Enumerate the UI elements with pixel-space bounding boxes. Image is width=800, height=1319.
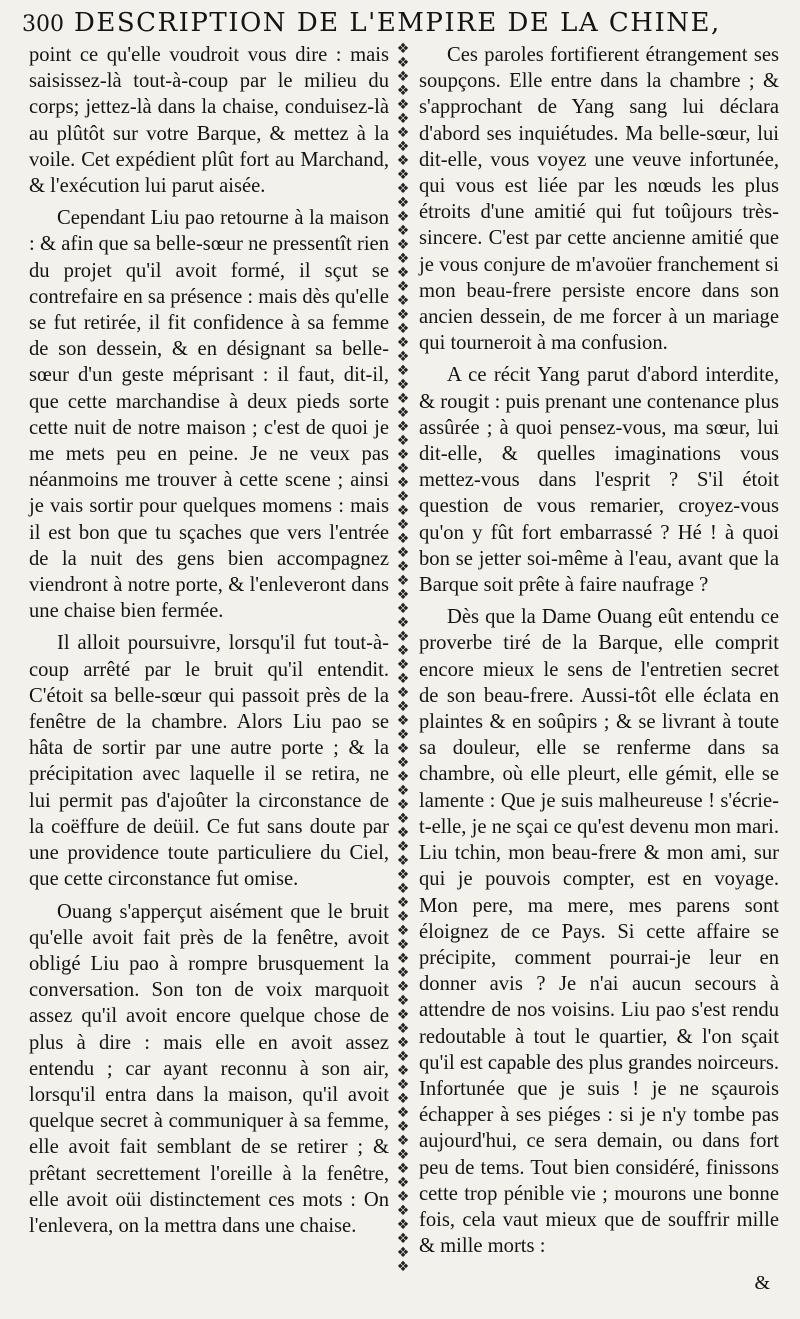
paragraph: A ce récit Yang parut d'abord interdite, & rougit : puis prenant une contenance plus assûrée ; à quoi pensez-vous, ma sœur, lui dit-elle, & quelles imaginations vous mettez-vous dans l'esprit ? S'il étoit question de vous remarier, croyez-vous qu'on y fût fort embarrassé ? Hé ! à quoi bon se jetter soi-même à l'eau, avant que la Barque soit prête à faire naufrage ? — [419, 364, 779, 597]
divider-ornament-icon: ❖ — [396, 237, 410, 253]
divider-ornament-icon: ❖ — [396, 181, 410, 197]
ornamental-column-divider — [396, 42, 410, 1282]
divider-ornament-icon: ❖ — [396, 503, 410, 519]
paragraph: Ces paroles fortifierent étrangement ses soupçons. Elle entre dans la chambre ; & s'approchant de Yang sang lui déclara d'abord ses inquiétudes. Ma belle-sœur, lui dit-elle, vous voyez une veuve infortunée, qui vous est liée par les nœuds les plus étroits d'une amitié qui fut toûjours très-sincere. C'est par cette ancienne amitié que je vous conjure de m'avoüer franchement si mon beau-frere persiste encore dans son ancien dessein, de me forcer à un mariage qui tourneroit à ma confusion. — [419, 44, 779, 355]
divider-ornament-icon: ❖ — [396, 139, 410, 155]
divider-ornament-icon: ❖ — [396, 629, 410, 645]
divider-ornament-icon: ❖ — [396, 363, 410, 379]
divider-ornament-icon: ❖ — [396, 839, 410, 855]
divider-ornament-icon: ❖ — [396, 195, 410, 211]
paragraph: Ouang s'apperçut aisément que le bruit qu'elle avoit fait près de la fenêtre, avoit obligé Liu pao à rompre brusquement la conversation. Son ton de voix marquoit assez qu'il avoit encore quelque chose de plus à dire : mais elle en avoit assez entendu ; car ayant reconnu à son air, lorsqu'il entra dans la maison, qu'il avoit quelque secret à communiquer à sa femme, elle avoit fait semblant de se retirer ; & prêtant secrettement l'oreille à la fenêtre, elle avoit oüi distinctement ces mots : On l'enlevera, on la mettra dans une chaise. — [29, 900, 389, 1237]
divider-ornament-icon: ❖ — [396, 643, 410, 659]
divider-ornament-icon: ❖ — [396, 1049, 410, 1065]
divider-ornament-icon: ❖ — [396, 755, 410, 771]
divider-ornament-icon: ❖ — [396, 419, 410, 435]
divider-ornament-icon: ❖ — [396, 293, 410, 309]
divider-ornament-icon: ❖ — [396, 1007, 410, 1023]
divider-ornament-icon: ❖ — [396, 153, 410, 169]
divider-ornament-icon: ❖ — [396, 741, 410, 757]
divider-ornament-icon: ❖ — [396, 335, 410, 351]
divider-ornament-icon: ❖ — [396, 405, 410, 421]
divider-ornament-icon: ❖ — [396, 559, 410, 575]
divider-ornament-icon: ❖ — [396, 825, 410, 841]
divider-ornament-icon: ❖ — [396, 489, 410, 505]
divider-ornament-icon: ❖ — [396, 1203, 410, 1219]
divider-ornament-icon: ❖ — [396, 1161, 410, 1177]
divider-ornament-icon: ❖ — [396, 797, 410, 813]
divider-ornament-icon: ❖ — [396, 1105, 410, 1121]
paragraph: Cependant Liu pao retourne à la maison : & afin que sa belle-sœur ne pressentît rien du projet qu'il avoit formé, il sçut se contrefaire en sa présence : mais dès qu'elle se fut retirée, il fit confidence à sa femme de son dessein, & en désignant sa belle-sœur d'un geste méprisant : il faut, dit-il, que cette marchandise à deux pieds sorte cette nuit de notre maison ; c'est de quoi je me mets peu en peine. Je ne veux pas néanmoins me trouver à cette scene ; ainsi je vais sortir pour quelques momens : mais il est bon que tu sçaches que vers l'entrée de la nuit des gens bien accompagnez viendront à notre porte, & l'enleveront dans une chaise bien fermée. — [29, 207, 389, 623]
divider-ornament-icon: ❖ — [396, 111, 410, 127]
divider-ornament-icon: ❖ — [396, 923, 410, 939]
running-title: DESCRIPTION DE L'EMPIRE DE LA CHINE, — [74, 8, 721, 38]
paragraph: Il alloit poursuivre, lorsqu'il fut tout-à-coup arrêté par le bruit qu'il entendit. C'étoit sa belle-sœur qui passoit près de la fenêtre de la chambre. Alors Liu pao se hâta de sortir par une autre porte ; & la précipitation avec laquelle il se retira, ne lui permit pas d'ajoûter la circonstance de la coëffure de deüil. Ce fut sans doute par une providence toute particuliere du Ciel, que cette circonstance fut omise. — [29, 632, 389, 891]
divider-ornament-icon: ❖ — [396, 895, 410, 911]
divider-ornament-icon: ❖ — [396, 867, 410, 883]
divider-ornament-icon: ❖ — [396, 1091, 410, 1107]
divider-ornament-icon: ❖ — [396, 377, 410, 393]
divider-ornament-icon: ❖ — [396, 1175, 410, 1191]
divider-ornament-icon: ❖ — [396, 307, 410, 323]
divider-ornament-icon: ❖ — [396, 601, 410, 617]
paragraph: point ce qu'elle voudroit vous dire : mais saisissez-là tout-à-coup par le milieu du corps; jettez-là dans la chaise, conduisez-là au plûtôt sur votre Barque, & mettez à la voile. Cet expédient plût fort au Marchand, & l'exécution lui parut aisée. — [29, 44, 389, 198]
divider-ornament-icon: ❖ — [396, 97, 410, 113]
divider-ornament-icon: ❖ — [396, 965, 410, 981]
divider-ornament-icon: ❖ — [396, 993, 410, 1009]
divider-ornament-icon: ❖ — [396, 783, 410, 799]
divider-ornament-icon: ❖ — [396, 1189, 410, 1205]
divider-ornament-icon: ❖ — [396, 979, 410, 995]
divider-ornament-icon: ❖ — [396, 1217, 410, 1233]
divider-ornament-icon: ❖ — [396, 937, 410, 953]
divider-ornament-icon: ❖ — [396, 531, 410, 547]
divider-ornament-icon: ❖ — [396, 769, 410, 785]
divider-ornament-icon: ❖ — [396, 1035, 410, 1051]
divider-ornament-icon: ❖ — [396, 475, 410, 491]
paragraph: Dès que la Dame Ouang eût entendu ce proverbe tiré de la Barque, elle comprit encore mieux le sens de l'entretien secret de son beau-frere. Aussi-tôt elle éclata en plaintes & en soûpirs ; & se livrant à toute sa douleur, elle se renferme dans sa chambre, où elle pleurt, elle gémit, elle se lamente : Que je suis malheureuse ! s'écrie-t-elle, je ne sçai ce qu'est devenu mon mari. Liu tchin, mon beau-frere & mon ami, sur qui je pouvois compter, est en voyage. Mon pere, ma mere, mes parens sont éloignez de ce Pays. Si cette affaire se précipite, comment pourrai-je leur en donner avis ? Je n'ai aucun secours à attendre de nos voisins. Liu pao s'est rendu redoutable à tout le quartier, & l'on sçait qu'il est capable des plus grandes noirceurs. Infortunée que je suis ! je ne sçaurois échapper à ses piéges : si je n'y tombe pas aujourd'hui, ce sera demain, ou dans fort peu de tems. Tout bien considéré, finissons cette trop pénible vie ; mourons une bonne fois, cela vaut mieux que de souffrir mille & mille morts : — [419, 606, 779, 1258]
catchword: & — [754, 1272, 770, 1294]
divider-ornament-icon: ❖ — [396, 573, 410, 589]
divider-ornament-icon: ❖ — [396, 671, 410, 687]
divider-ornament-icon: ❖ — [396, 727, 410, 743]
divider-ornament-icon: ❖ — [396, 1063, 410, 1079]
divider-ornament-icon: ❖ — [396, 209, 410, 225]
divider-ornament-icon: ❖ — [396, 461, 410, 477]
divider-ornament-icon: ❖ — [396, 587, 410, 603]
divider-ornament-icon: ❖ — [396, 265, 410, 281]
divider-ornament-icon: ❖ — [396, 251, 410, 267]
divider-ornament-icon: ❖ — [396, 811, 410, 827]
divider-ornament-icon: ❖ — [396, 1119, 410, 1135]
divider-ornament-icon: ❖ — [396, 1147, 410, 1163]
divider-ornament-icon: ❖ — [396, 853, 410, 869]
divider-ornament-icon: ❖ — [396, 881, 410, 897]
divider-ornament-icon: ❖ — [396, 545, 410, 561]
divider-ornament-icon: ❖ — [396, 433, 410, 449]
divider-ornament-icon: ❖ — [396, 951, 410, 967]
divider-ornament-icon: ❖ — [396, 1077, 410, 1093]
divider-ornament-icon: ❖ — [396, 685, 410, 701]
divider-ornament-icon: ❖ — [396, 223, 410, 239]
divider-ornament-icon: ❖ — [396, 1245, 410, 1261]
divider-ornament-icon: ❖ — [396, 1259, 410, 1275]
divider-ornament-icon: ❖ — [396, 167, 410, 183]
divider-ornament-icon: ❖ — [396, 657, 410, 673]
divider-ornament-icon: ❖ — [396, 279, 410, 295]
divider-ornament-icon: ❖ — [396, 42, 410, 57]
divider-ornament-icon: ❖ — [396, 1133, 410, 1149]
divider-ornament-icon: ❖ — [396, 83, 410, 99]
right-column — [419, 42, 779, 1287]
page-number: 300 — [22, 12, 64, 37]
divider-ornament-icon: ❖ — [396, 321, 410, 337]
divider-ornament-icon: ❖ — [396, 517, 410, 533]
divider-ornament-icon: ❖ — [396, 391, 410, 407]
divider-ornament-icon: ❖ — [396, 909, 410, 925]
divider-ornament-icon: ❖ — [396, 615, 410, 631]
left-column — [29, 42, 389, 1287]
divider-ornament-icon: ❖ — [396, 125, 410, 141]
divider-ornament-icon: ❖ — [396, 69, 410, 85]
divider-ornament-icon: ❖ — [396, 447, 410, 463]
divider-ornament-icon: ❖ — [396, 349, 410, 365]
divider-ornament-icon: ❖ — [396, 1021, 410, 1037]
divider-ornament-icon: ❖ — [396, 55, 410, 71]
divider-ornament-icon: ❖ — [396, 699, 410, 715]
divider-ornament-icon: ❖ — [396, 713, 410, 729]
divider-ornament-icon: ❖ — [396, 1231, 410, 1247]
